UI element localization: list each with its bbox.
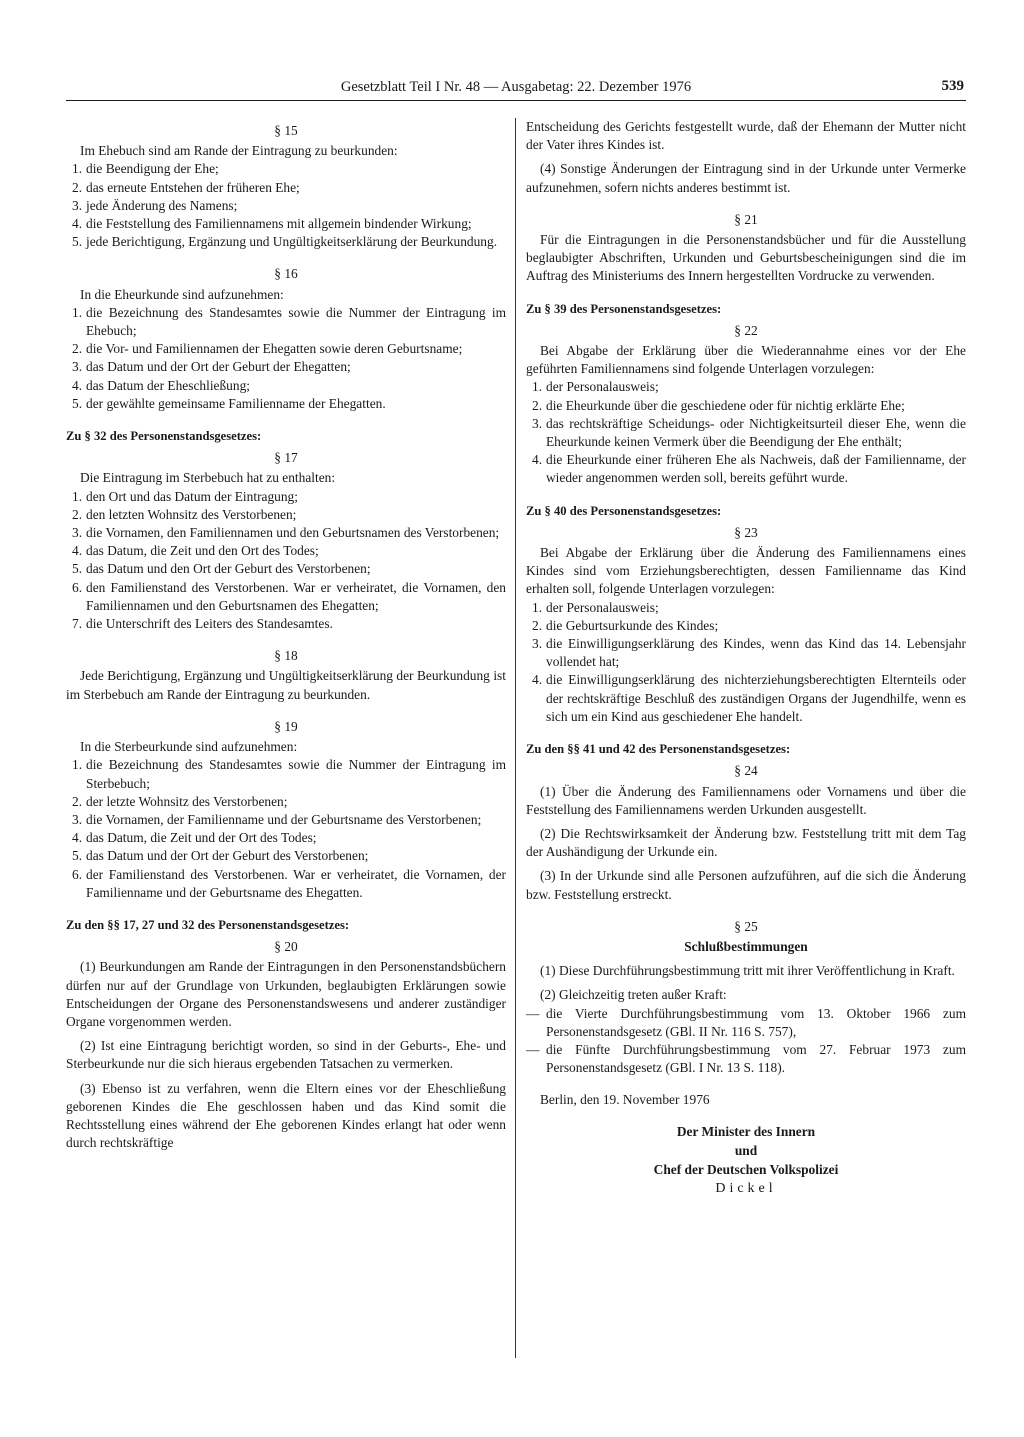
list-item: — die Fünfte Durchführungsbestimmung vom 27. Februar 1973 zum Personenstandsgesetz (GBl. I Nr. 13 S. 118).	[526, 1041, 966, 1076]
signatory-name: Dickel	[715, 1180, 777, 1196]
paragraph: Jede Berichtigung, Ergänzung und Ungültigkeitserklärung der Beurkundung ist im Sterbebuch am Rande der Eintragung zu beurkunden.	[66, 668, 506, 702]
dash-list	[526, 1005, 966, 1078]
list-item: 3. die Vornamen, der Familienname und der Geburtsname des Verstorbenen;	[72, 811, 482, 827]
list-item: 2. die Eheurkunde über die geschiedene oder für nichtig erklärte Ehe;	[532, 397, 905, 413]
paragraph: (1) Diese Durchführungsbestimmung tritt mit ihrer Veröffentlichung in Kraft.	[540, 963, 955, 979]
list-item: 4. die Feststellung des Familiennamens mit allgemein bindender Wirkung;	[72, 216, 472, 232]
list-item: 1. der Personalausweis;	[532, 379, 659, 395]
paragraph: (2) Ist eine Eintragung berichtigt worden, so sind in der Geburts-, Ehe- und Sterbeurkunde nur die sich hieraus ergebenden Tatsachen zu vermerken.	[66, 1038, 506, 1072]
subheading: Zu § 39 des Personenstandsgesetzes:	[526, 301, 722, 316]
section-heading: § 21	[734, 211, 758, 227]
signature-block	[526, 1122, 966, 1198]
list-item: 4. das Datum, die Zeit und den Ort des Todes;	[72, 543, 319, 559]
left-column	[66, 118, 506, 1152]
section-heading: § 20	[274, 939, 298, 955]
paragraph: Bei Abgabe der Erklärung über die Wiederannahme eines vor der Ehe geführten Familiennamens sind folgende Unterlagen vorzulegen:	[526, 343, 966, 377]
list-item: 2. die Vor- und Familiennamen der Ehegatten sowie deren Geburtsname;	[72, 341, 463, 357]
list-item: 1. den Ort und das Datum der Eintragung;	[72, 488, 298, 504]
list-item: 6. den Familienstand des Verstorbenen. War er verheiratet, die Vornamen, den Familiennamen und den Geburtsnamen des Ehegatten;	[72, 579, 506, 613]
section-heading: § 15	[274, 123, 298, 138]
page-number: 539	[941, 78, 964, 94]
list-item: 4. das Datum, die Zeit und der Ort des Todes;	[72, 830, 317, 846]
section-heading: § 22	[734, 322, 758, 338]
section-heading: § 17	[274, 450, 298, 466]
subheading: Zu den §§ 41 und 42 des Personenstandsgesetzes:	[526, 742, 791, 757]
subheading: Zu § 40 des Personenstandsgesetzes:	[526, 503, 722, 518]
list-item: 7. die Unterschrift des Leiters des Standesamtes.	[72, 616, 333, 632]
header-title: Gesetzblatt Teil I Nr. 48 — Ausgabetag: 22. Dezember 1976	[340, 79, 692, 95]
paragraph: (1) Über die Änderung des Familiennamens oder Vornamens und über die Feststellung des Familiennamens werden Urkunden ausgestellt.	[526, 783, 966, 817]
column-divider	[515, 118, 516, 1358]
paragraph: (3) In der Urkunde sind alle Personen aufzuführen, auf die sich die Änderung bzw. Feststellung erstreckt.	[526, 868, 966, 902]
list-item: 4. das Datum der Eheschließung;	[72, 377, 250, 393]
signature-line: und	[734, 1142, 758, 1158]
list-item: — die Vierte Durchführungsbestimmung vom 13. Oktober 1966 zum Personenstandsgesetz (GBl. II Nr. 116 S. 757),	[526, 1005, 966, 1039]
signature-line: Chef der Deutschen Volkspolizei	[653, 1161, 839, 1177]
list-item: 5. das Datum und der Ort der Geburt des Verstorbenen;	[72, 848, 369, 864]
numbered-list	[66, 304, 506, 413]
paragraph: (2) Die Rechtswirksamkeit der Änderung bzw. Feststellung tritt mit dem Tag der Aushändigung der Urkunde ein.	[526, 825, 966, 860]
list-item: 2. das erneute Entstehen der früheren Ehe;	[72, 179, 300, 195]
list-item: 4. die Einwilligungserklärung des nichterziehungsberechtigten Elternteils oder der rechtskräftige Beschluß des zuständigen Organs der Jugendhilfe, wenn es sich um ein Kind aus geschiedener Ehe handelt.	[532, 672, 966, 724]
list-item: 1. der Personalausweis;	[532, 599, 659, 615]
list-item: 3. das Datum und der Ort der Geburt der Ehegatten;	[72, 359, 351, 375]
paragraph: (1) Beurkundungen am Rande der Eintragungen in den Personenstandsbüchern dürfen nur auf der Grundlage von Urkunden, beglaubigten Erklärungen sowie Entscheidungen der Organe des Personenstandswesens und anderer zuständiger Organe vorgenommen werden.	[66, 959, 506, 1029]
list-item: 5. das Datum und den Ort der Geburt des Verstorbenen;	[72, 561, 371, 577]
list-item: 6. der Familienstand des Verstorbenen. War er verheiratet, die Vornamen, der Familienname und der Geburtsname des Ehegatten.	[72, 866, 506, 900]
numbered-list	[66, 160, 506, 251]
list-item: 1. die Beendigung der Ehe;	[72, 161, 219, 177]
paragraph: Bei Abgabe der Erklärung über die Änderung des Familiennamens eines Kindes sind vom Erziehungsberechtigten, dessen Familienname das Kind erhalten soll, folgende Unterlagen vorzulegen:	[526, 545, 966, 597]
list-item: 5. der gewählte gemeinsame Familienname der Ehegatten.	[72, 395, 386, 411]
list-item: 1. die Bezeichnung des Standesamtes sowie die Nummer der Eintragung im Ehebuch;	[72, 304, 506, 339]
list-item: 3. jede Änderung des Namens;	[72, 197, 238, 213]
section-heading: § 25	[734, 918, 758, 934]
numbered-list	[66, 756, 506, 902]
subheading: Zu den §§ 17, 27 und 32 des Personenstandsgesetzes:	[66, 917, 350, 932]
paragraph: (2) Gleichzeitig treten außer Kraft:	[540, 987, 727, 1003]
section-heading: § 24	[734, 763, 758, 779]
paragraph: Entscheidung des Gerichts festgestellt wurde, daß der Ehemann der Mutter nicht der Vater ihres Kindes ist.	[526, 119, 966, 153]
section-title: Schlußbestimmungen	[684, 938, 808, 954]
numbered-list	[66, 488, 506, 634]
right-column	[526, 118, 966, 1198]
paragraph: Für die Eintragungen in die Personenstandsbücher und für die Ausstellung beglaubigter Abschriften, Urkunden und Geburtsbescheinigungen sind die im Auftrag des Ministeriums des Innern hergestellten Vordrucke zu verwenden.	[526, 232, 966, 284]
paragraph: Im Ehebuch sind am Rande der Eintragung zu beurkunden:	[80, 143, 398, 159]
page-header	[66, 72, 966, 101]
list-item: 3. die Vornamen, den Familiennamen und den Geburtsnamen des Verstorbenen;	[72, 525, 500, 541]
paragraph: In die Eheurkunde sind aufzunehmen:	[80, 286, 284, 302]
list-item: 2. den letzten Wohnsitz des Verstorbenen;	[72, 506, 297, 522]
paragraph: (4) Sonstige Änderungen der Eintragung sind in der Urkunde unter Vermerke aufzunehmen, sofern nichts anderes bestimmt ist.	[526, 161, 966, 195]
subheading: Zu § 32 des Personenstandsgesetzes:	[66, 429, 262, 444]
paragraph: In die Sterbeurkunde sind aufzunehmen:	[80, 739, 298, 755]
list-item: 5. jede Berichtigung, Ergänzung und Ungültigkeitserklärung der Beurkundung.	[72, 234, 498, 250]
section-heading: § 19	[274, 718, 298, 734]
list-item: 2. der letzte Wohnsitz des Verstorbenen;	[72, 793, 288, 809]
section-heading: § 16	[274, 266, 298, 282]
place-date: Berlin, den 19. November 1976	[540, 1092, 710, 1108]
list-item: 3. das rechtskräftige Scheidungs- oder Nichtigkeitsurteil dieser Ehe, wenn die Eheurkunde keinen Vermerk über die Beendigung der Ehe enthält;	[532, 415, 966, 450]
signature-line: Der Minister des Innern	[676, 1123, 816, 1139]
list-item: 2. die Geburtsurkunde des Kindes;	[532, 617, 719, 633]
list-item: 4. die Eheurkunde einer früheren Ehe als Nachweis, daß der Familienname, der wieder angenommen werden soll, bereits geführt wurde.	[532, 452, 966, 486]
numbered-list	[526, 599, 966, 726]
section-heading: § 23	[734, 524, 758, 540]
paragraph: (3) Ebenso ist zu verfahren, wenn die Eltern eines vor der Eheschließung geborenen Kindes die Ehe geschlossen haben und das Kind somit die Rechtsstellung eines während der Ehe geborenen Kindes erlangt hat oder wenn durch rechtskräftige	[66, 1080, 506, 1151]
numbered-list	[526, 378, 966, 487]
section-heading: § 18	[274, 648, 298, 664]
list-item: 3. die Einwilligungserklärung des Kindes, wenn das Kind das 14. Lebensjahr vollendet hat;	[532, 636, 966, 670]
paragraph: Die Eintragung im Sterbebuch hat zu enthalten:	[80, 470, 336, 486]
list-item: 1. die Bezeichnung des Standesamtes sowie die Nummer der Eintragung im Sterbebuch;	[72, 757, 506, 791]
